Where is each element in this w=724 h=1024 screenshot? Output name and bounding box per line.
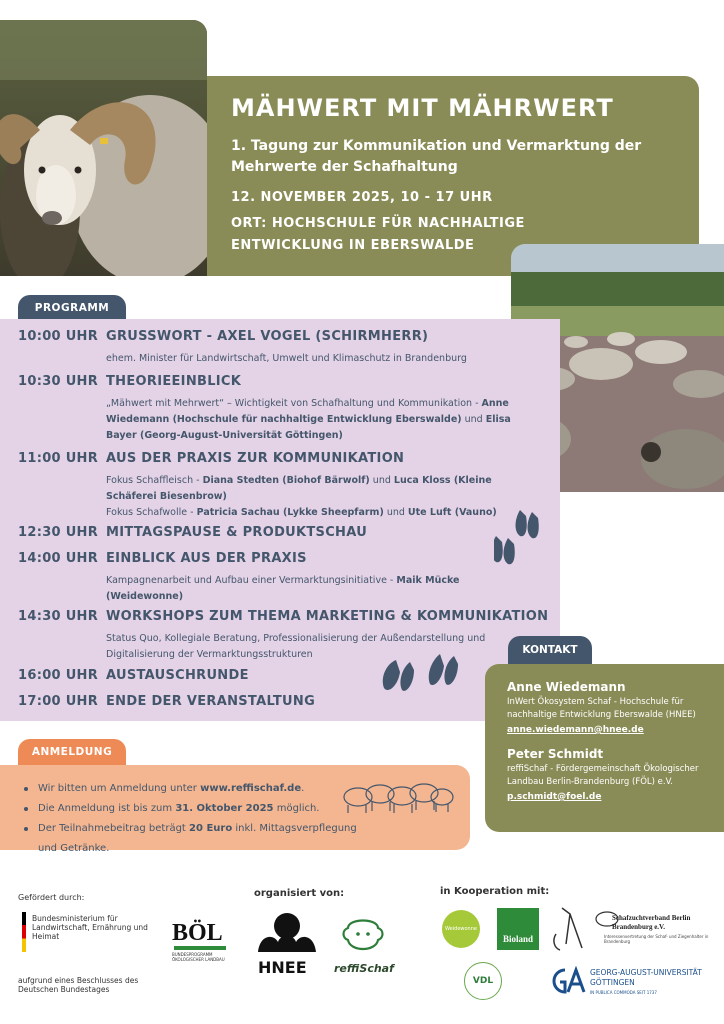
item-title: AUS DER PRAXIS ZUR KOMMUNIKATION xyxy=(106,451,405,466)
item-time: 17:00 UHR xyxy=(18,694,99,709)
event-title: MÄHWERT MIT MÄHRWERT xyxy=(231,94,614,122)
item-desc: Fokus Schaffleisch - Diana Stedten (Biohof Bärwolf) und Luca Kloss (Kleine Schäferei Biesenbrow) Fokus Schafwolle - Patricia Sachau (Lykke Sheepfarm) und Ute Luft (Vauno) xyxy=(106,475,497,518)
reffischaf-logo: reffiSchaf xyxy=(334,962,394,975)
program-item xyxy=(18,329,538,369)
contact-tab: KONTAKT xyxy=(508,636,592,664)
program-item xyxy=(18,451,538,529)
item-time: 10:30 UHR xyxy=(18,374,99,389)
item-title: THEORIEEINBLICK xyxy=(106,374,242,389)
organized-label: organisiert von: xyxy=(254,888,345,899)
program-item xyxy=(18,374,538,450)
item-time: 14:00 UHR xyxy=(18,551,99,566)
verband-sub: Interessenvertretung der Schaf- und Ziegenhalter in Brandenburg xyxy=(604,934,709,944)
registration-panel xyxy=(0,765,470,854)
item-title: AUSTAUSCHRUNDE xyxy=(106,668,249,683)
item-title: EINBLICK AUS DER PRAXIS xyxy=(106,551,307,566)
boel-logo: BÖL xyxy=(172,920,223,946)
uni-goettingen-icon xyxy=(550,966,586,996)
contact-name: Anne Wiedemann xyxy=(507,680,626,694)
ram-photo xyxy=(0,20,207,276)
verband-sheep-icon xyxy=(548,904,592,952)
sheep-flock-icon xyxy=(338,777,456,817)
hoof-print-icon xyxy=(376,654,466,696)
contact-person xyxy=(507,747,714,802)
registration-link[interactable]: www.reffischaf.de xyxy=(200,783,302,794)
hnee-logo: HNEE xyxy=(258,958,307,977)
boel-stripe xyxy=(174,946,226,950)
item-time: 12:30 UHR xyxy=(18,525,99,540)
contact-person xyxy=(507,680,714,735)
item-time: 14:30 UHR xyxy=(18,609,99,624)
bioland-logo: Bioland xyxy=(497,908,539,950)
item-title: ENDE DER VERANSTALTUNG xyxy=(106,694,316,709)
vdl-logo: VDL xyxy=(464,962,502,1000)
item-desc: Status Quo, Kollegiale Beratung, Professionalisierung der Außendarstellung und Digitalisierung der Vermarktungsstrukturen xyxy=(106,633,486,660)
item-time: 16:00 UHR xyxy=(18,668,99,683)
program-item xyxy=(18,694,538,716)
event-date: 12. NOVEMBER 2025, 10 - 17 UHR xyxy=(231,190,493,205)
registration-line: Wir bitten um Anmeldung unter www.reffischaf.de. xyxy=(38,779,378,799)
cooperation-label: in Kooperation mit: xyxy=(440,886,550,897)
registration-line: Der Teilnahmebeitrag beträgt 20 Euro inkl. Mittagsverpflegung und Getränke. xyxy=(38,819,378,859)
contact-org: InWert Ökosystem Schaf - Hochschule für nachhaltige Entwicklung Eberswalde (HNEE) xyxy=(507,697,696,720)
bundestag-note: aufgrund eines Beschlusses des Deutschen Bundestages xyxy=(18,976,139,994)
item-time: 10:00 UHR xyxy=(18,329,99,344)
registration-line: Die Anmeldung ist bis zum 31. Oktober 2025 möglich. xyxy=(38,799,378,819)
contact-panel xyxy=(485,664,724,832)
item-desc: Kampagnenarbeit und Aufbau einer Vermarktungsinitiative - Maik Mücke (Weidewonne) xyxy=(106,575,460,602)
weidewonne-logo: Weidewonne xyxy=(442,910,480,948)
event-place: ORT: HOCHSCHULE FÜR NACHHALTIGE ENTWICKLUNG IN EBERSWALDE xyxy=(231,216,525,253)
ministry-name: Bundesministerium für Landwirtschaft, Ernährung und Heimat xyxy=(32,914,148,941)
item-desc: ehem. Minister für Landwirtschaft, Umwelt und Klimaschutz in Brandenburg xyxy=(106,353,467,364)
item-title: WORKSHOPS ZUM THEMA MARKETING & KOMMUNIKATION xyxy=(106,609,549,624)
verband-name: Schafzuchtverband Berlin Brandenburg e.V. xyxy=(612,914,691,931)
contact-email-link[interactable]: anne.wiedemann@hnee.de xyxy=(507,725,644,735)
uni-goettingen-sub: IN PUBLICA COMMODA SEIT 1737 xyxy=(590,990,657,995)
reffischaf-sheep-icon xyxy=(340,914,386,958)
contact-name: Peter Schmidt xyxy=(507,747,604,761)
program-panel xyxy=(0,319,560,721)
program-item xyxy=(18,525,538,547)
boel-sub: BUNDESPROGRAMM ÖKOLOGISCHER LANDBAU xyxy=(172,952,225,962)
hnee-logo-icon xyxy=(254,912,320,954)
item-title: GRUSSWORT - AXEL VOGEL (SCHIRMHERR) xyxy=(106,329,429,344)
item-title: MITTAGSPAUSE & PRODUKTSCHAU xyxy=(106,525,368,540)
funded-label: Gefördert durch: xyxy=(18,893,85,902)
contact-email-link[interactable]: p.schmidt@foel.de xyxy=(507,792,602,802)
item-time: 11:00 UHR xyxy=(18,451,99,466)
program-tab: PROGRAMM xyxy=(18,295,126,321)
registration-tab: ANMELDUNG xyxy=(18,739,126,765)
event-subtitle: 1. Tagung zur Kommunikation und Vermarktung der Mehrwerte der Schafhaltung xyxy=(231,138,642,175)
program-item xyxy=(18,551,538,607)
hoof-print-icon xyxy=(494,508,550,568)
german-flag-icon xyxy=(22,912,26,952)
item-desc: „Mähwert mit Mehrwert“ – Wichtigkeit von Schafhaltung und Kommunikation - Anne Wiedemann (Hochschule für nachhaltige Entwicklung Eberswalde) und Elisa Bayer (Georg-August-Universität Göttingen) xyxy=(106,398,511,441)
contact-org: reffiSchaf - Fördergemeinschaft Ökologischer Landbau Berlin-Brandenburg (FÖL) e.V. xyxy=(507,764,699,787)
uni-goettingen-name: GEORG-AUGUST-UNIVERSITÄT GÖTTINGEN xyxy=(590,968,702,987)
